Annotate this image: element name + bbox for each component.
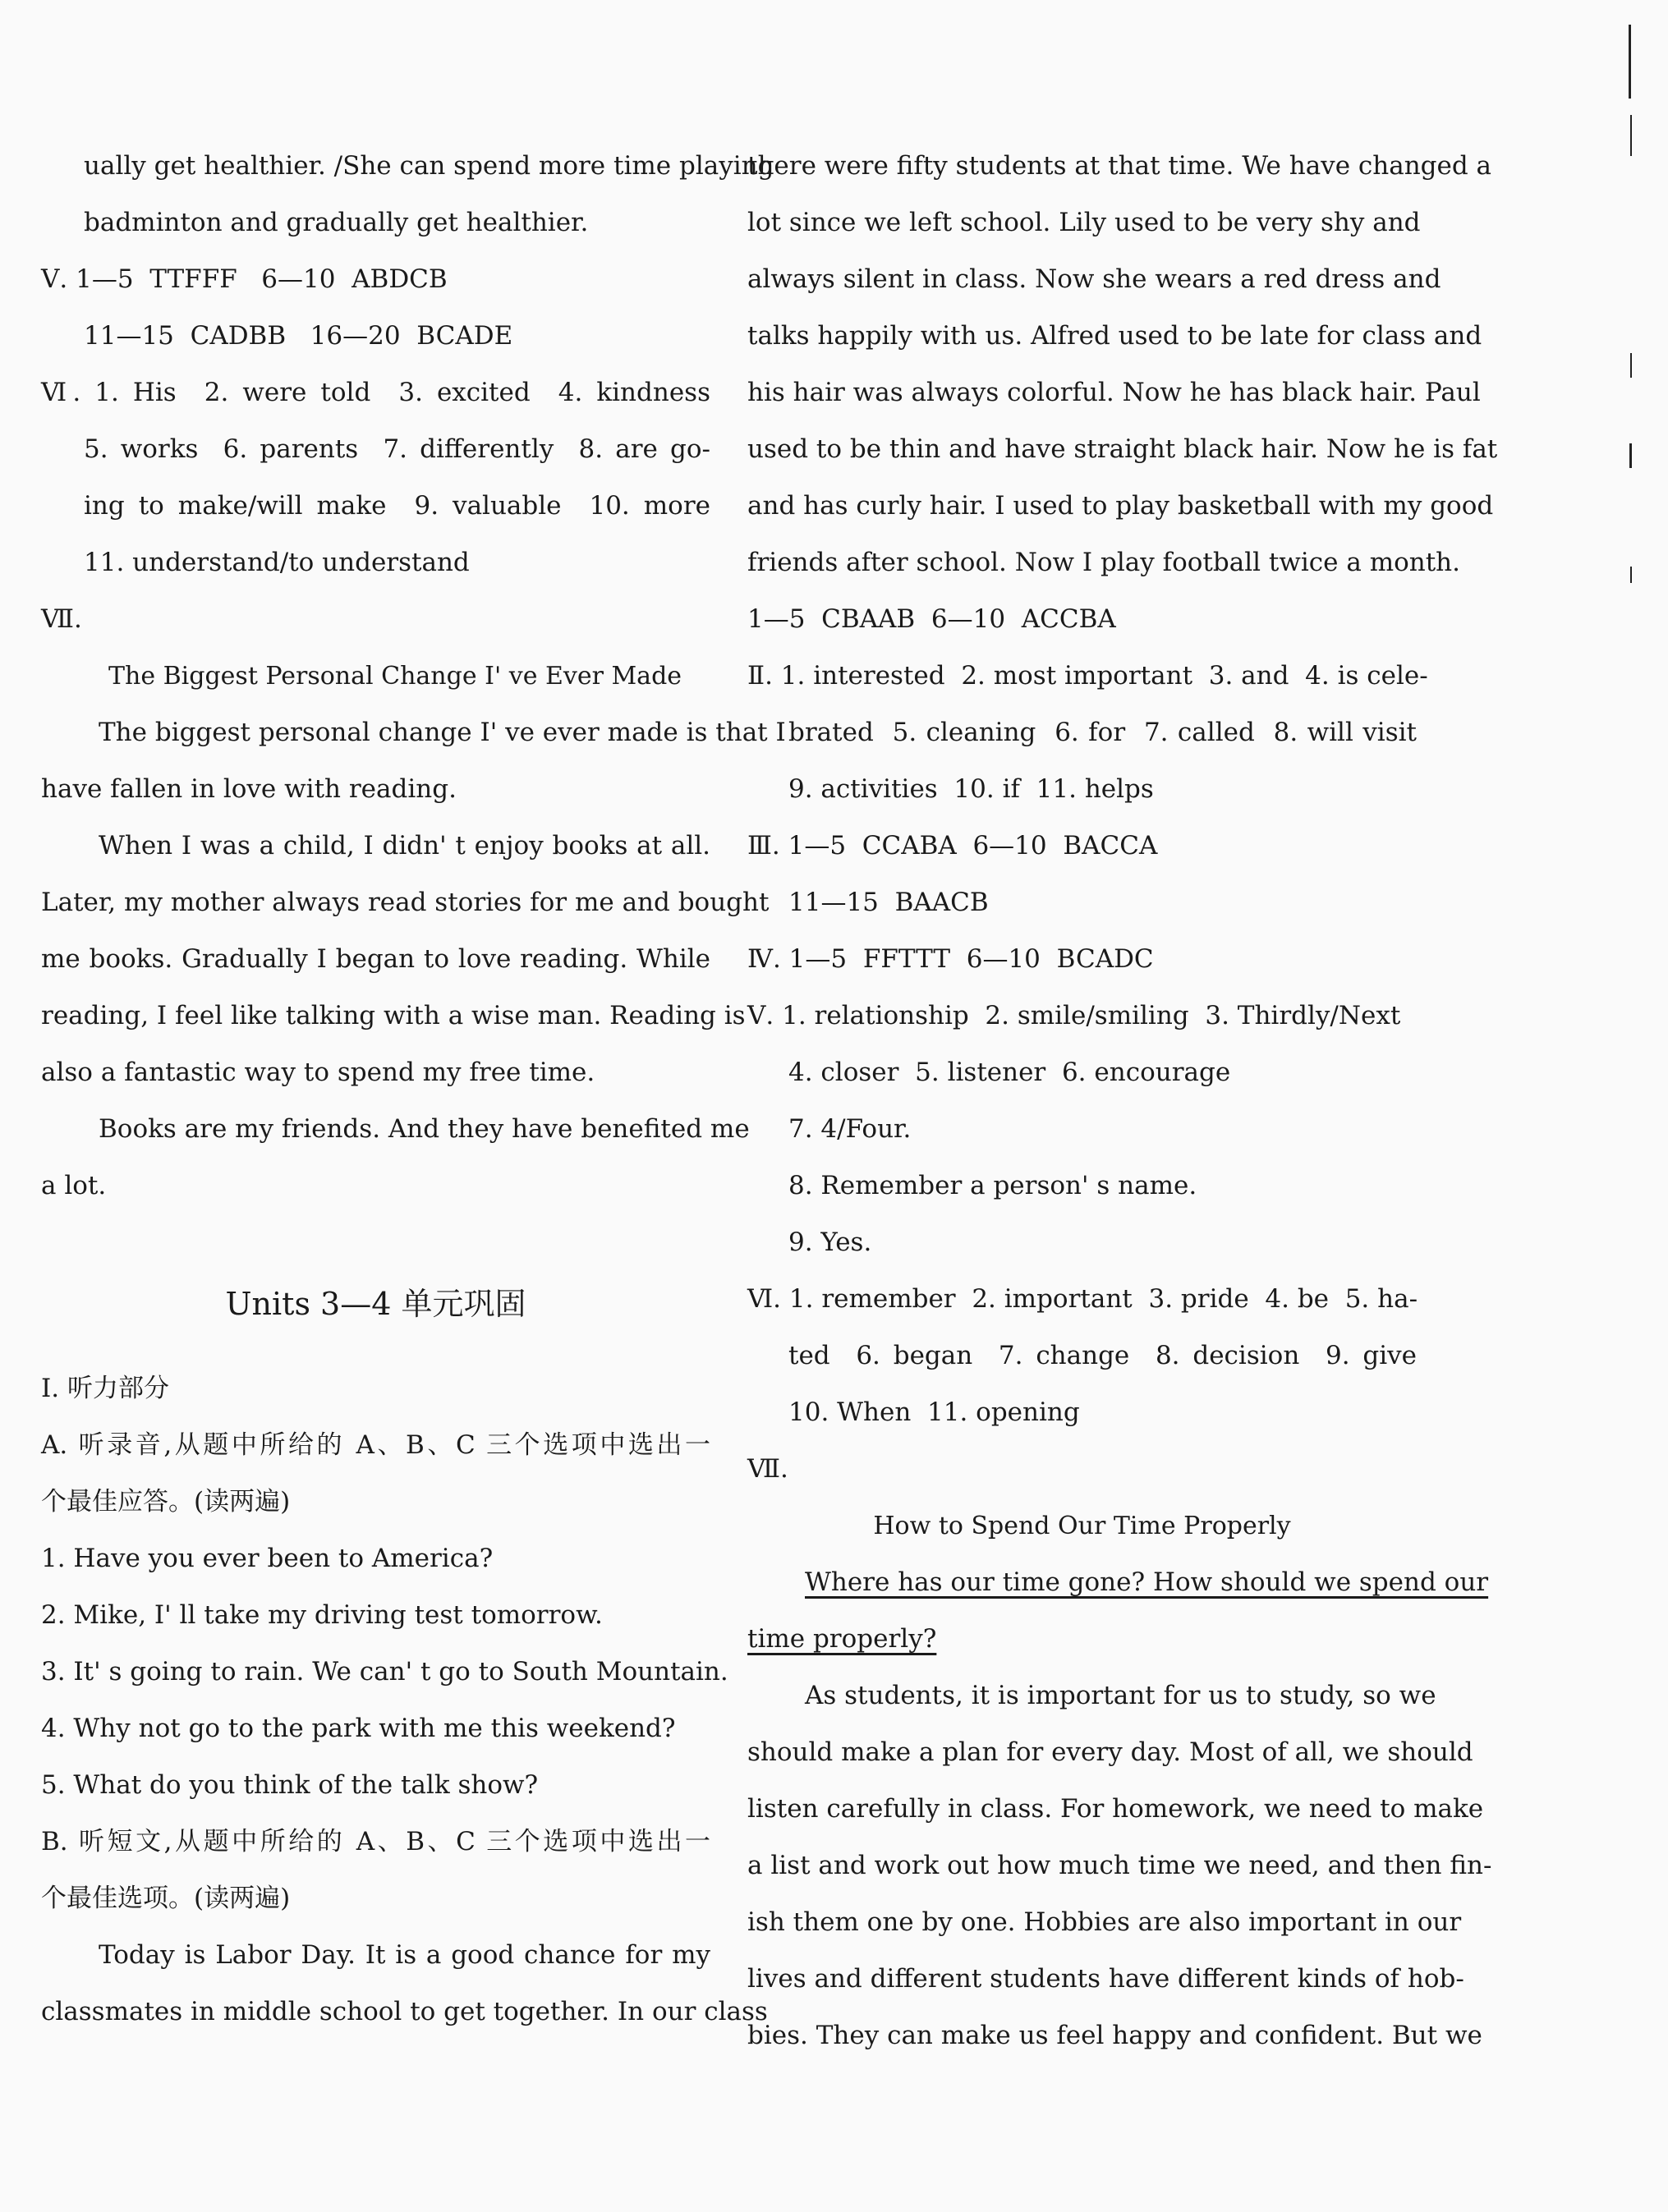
answer-line: brated 5. cleaning 6. for 7. called 8. will visit bbox=[788, 718, 1417, 747]
section-7-label: Ⅶ. bbox=[41, 604, 82, 634]
right-column bbox=[747, 138, 1498, 2064]
essay-line: ish them one by one. Hobbies are also important in our bbox=[747, 1907, 1462, 1937]
essay-line: listen carefully in class. For homework, we need to make bbox=[747, 1794, 1484, 1824]
question-line: 4. Why not go to the park with me this weekend? bbox=[41, 1714, 676, 1743]
essay-line: me books. Gradually I began to love reading. While bbox=[41, 944, 710, 974]
essay-line: should make a plan for every day. Most of all, we should bbox=[747, 1737, 1473, 1767]
underlined-text: time properly? bbox=[747, 1624, 937, 1654]
question-line: 1. Have you ever been to America? bbox=[41, 1544, 494, 1573]
answer-line: 11—15 BAACB bbox=[788, 888, 989, 917]
essay-title: How to Spend Our Time Properly bbox=[873, 1512, 1291, 1540]
scan-mark bbox=[1630, 567, 1632, 583]
passage-line: his hair was always colorful. Now he has black hair. Paul bbox=[747, 378, 1481, 407]
essay-line: lives and different students have different kinds of hob- bbox=[747, 1964, 1464, 1994]
answer-line: 9. activities 10. if 11. helps bbox=[788, 774, 1154, 804]
answer-line-section-5: Ⅴ. 1. relationship 2. smile/smiling 3. Thirdly/Next bbox=[747, 1001, 1401, 1030]
text-line: badminton and gradually get healthier. bbox=[84, 208, 589, 237]
answer-line-section-6: Ⅵ. 1. remember 2. important 3. pride 4. be 5. ha- bbox=[747, 1284, 1418, 1314]
essay-line: a lot. bbox=[41, 1171, 107, 1200]
passage-line: and has curly hair. I used to play basketball with my good bbox=[747, 491, 1494, 521]
essay-line: The biggest personal change I' ve ever made is that I bbox=[99, 718, 786, 747]
essay-line: When I was a child, I didn' t enjoy books at all. bbox=[99, 831, 710, 860]
answer-line: 5. works 6. parents 7. differently 8. are go- bbox=[84, 434, 710, 464]
answer-line: ted 6. began 7. change 8. decision 9. give bbox=[788, 1341, 1417, 1370]
answer-line-section-5: Ⅴ. 1—5 TTFFF 6—10 ABDCB bbox=[41, 264, 448, 294]
text-line: ually get healthier. /She can spend more time playing bbox=[84, 151, 774, 181]
answer-line-section-6: Ⅵ. 1. His 2. were told 3. excited 4. kindness bbox=[41, 378, 710, 407]
answer-line: 11. understand/to understand bbox=[84, 548, 470, 577]
answer-line: 4. closer 5. listener 6. encourage bbox=[788, 1058, 1231, 1087]
passage-line: friends after school. Now I play football twice a month. bbox=[747, 548, 1460, 577]
underlined-text: Where has our time gone? How should we spend our bbox=[805, 1567, 1489, 1597]
answer-line-section-3: Ⅲ. 1—5 CCABA 6—10 BACCA bbox=[747, 831, 1158, 860]
essay-line: bies. They can make us feel happy and confident. But we bbox=[747, 2021, 1482, 2050]
essay-line: reading, I feel like talking with a wise man. Reading is bbox=[41, 1001, 746, 1030]
essay-title: The Biggest Personal Change I' ve Ever Made bbox=[108, 662, 682, 691]
essay-underlined-line bbox=[747, 1554, 1489, 1611]
question-line: 3. It' s going to rain. We can' t go to South Mountain. bbox=[41, 1657, 728, 1687]
part-b-instruction: B. 听短文,从题中所给的 A、B、C 三个选项中选出一 bbox=[41, 1827, 710, 1856]
left-column bbox=[41, 138, 786, 2040]
essay-line: As students, it is important for us to study, so we bbox=[805, 1681, 1436, 1710]
answer-line: 10. When 11. opening bbox=[788, 1397, 1080, 1427]
essay-line: Books are my friends. And they have benefited me bbox=[99, 1114, 750, 1144]
scan-edge bbox=[1620, 0, 1653, 2212]
scan-mark bbox=[1630, 115, 1632, 156]
passage-line: classmates in middle school to get together. In our class bbox=[41, 1997, 768, 2026]
essay-line: a list and work out how much time we need, and then fin- bbox=[747, 1851, 1492, 1880]
part-a-instruction: 个最佳应答。(读两遍) bbox=[41, 1487, 291, 1517]
scan-mark bbox=[1629, 25, 1631, 99]
answer-line-section-2: Ⅱ. 1. interested 2. most important 3. and 4. is cele- bbox=[747, 661, 1428, 691]
essay-line: Later, my mother always read stories for me and bought bbox=[41, 888, 770, 917]
answer-line-section-4: Ⅳ. 1—5 FFTTT 6—10 BCADC bbox=[747, 944, 1154, 974]
question-line: 5. What do you think of the talk show? bbox=[41, 1770, 539, 1800]
section-7-label: Ⅶ. bbox=[747, 1454, 788, 1484]
passage-line: lot since we left school. Lily used to be very shy and bbox=[747, 208, 1421, 237]
unit-heading: Units 3—4 单元巩固 bbox=[225, 1286, 526, 1322]
answer-line: 9. Yes. bbox=[788, 1228, 872, 1257]
question-line: 2. Mike, I' ll take my driving test tomorrow. bbox=[41, 1600, 603, 1630]
essay-line: also a fantastic way to spend my free time. bbox=[41, 1058, 595, 1087]
answer-line: 11—15 CADBB 16—20 BCADE bbox=[84, 321, 513, 351]
passage-line: Today is Labor Day. It is a good chance for my bbox=[99, 1940, 710, 1970]
scan-mark bbox=[1629, 443, 1632, 468]
passage-line: always silent in class. Now she wears a red dress and bbox=[747, 264, 1441, 294]
answer-line: 7. 4/Four. bbox=[788, 1114, 912, 1144]
part-a-instruction: A. 听录音,从题中所给的 A、B、C 三个选项中选出一 bbox=[41, 1430, 710, 1460]
essay-line: have fallen in love with reading. bbox=[41, 774, 457, 804]
listening-heading: Ⅰ. 听力部分 bbox=[41, 1374, 169, 1403]
answer-line: ing to make/will make 9. valuable 10. more bbox=[84, 491, 710, 521]
passage-line: used to be thin and have straight black hair. Now he is fat bbox=[747, 434, 1498, 464]
answer-line: 8. Remember a person' s name. bbox=[788, 1171, 1197, 1200]
answer-line: 1—5 CBAAB 6—10 ACCBA bbox=[747, 604, 1116, 634]
essay-underlined-line bbox=[747, 1611, 1417, 1668]
passage-line: talks happily with us. Alfred used to be late for class and bbox=[747, 321, 1482, 351]
passage-line: there were fifty students at that time. We have changed a bbox=[747, 151, 1492, 181]
scan-mark bbox=[1630, 353, 1632, 378]
part-b-instruction: 个最佳选项。(读两遍) bbox=[41, 1884, 291, 1913]
